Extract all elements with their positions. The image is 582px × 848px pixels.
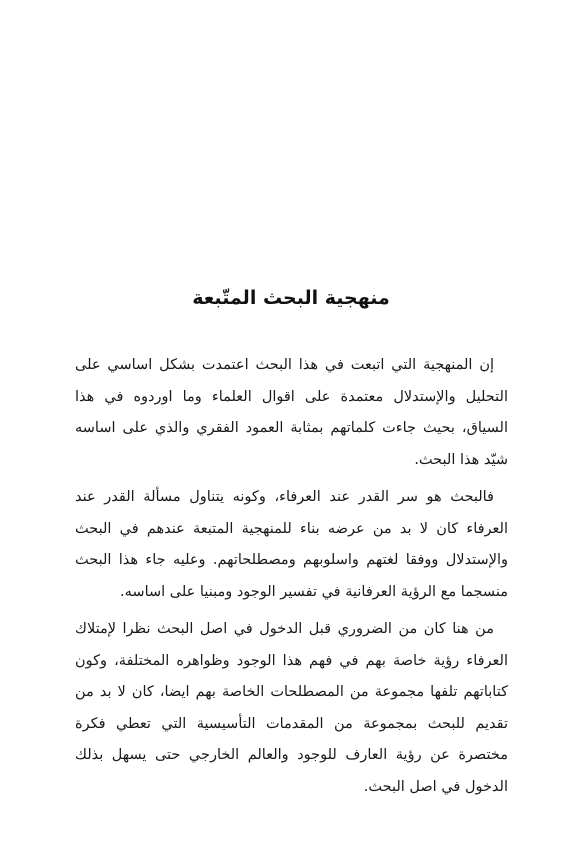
section-body: [75, 350, 508, 809]
paragraph-3: من هنا كان من الضروري قبل الدخول في اصل البحث نظرا لإمتلاك العرفاء رؤية خاصة بهم في فهم هذا الوجود وظواهره المختلفة، وكون كتاباتهم تلفها مجموعة من المصطلحات الخاصة بهم ايضا، كان لا بد من تقديم للبحث بمجموعة من المقدمات التأسيسية التي تعطي فكرة مختصرة عن رؤية العارف للوجود والعالم الخارجي حتى يسهل بذلك الدخول في اصل البحث.: [75, 621, 508, 795]
paragraph-2: فالبحث هو سر القدر عند العرفاء، وكونه يتناول مسألة القدر عند العرفاء كان لا بد من عرضه بناء للمنهجية المتبعة عندهم في البحث والإستدلال ووفقا لغتهم واسلوبهم ومصطلحاتهم. وعليه جاء هذا البحث منسجما مع الرؤية العرفانية في تفسير الوجود ومبنيا على اساسه.: [75, 489, 508, 600]
section-heading: منهجية البحث المتّبعة: [192, 287, 390, 309]
paragraph-1: إن المنهجية التي اتبعت في هذا البحث اعتمدت بشكل اساسي على التحليل والإستدلال معتمدة على اقوال العلماء وما اوردوه في هذا السياق، بحيث جاءت كلماتهم بمثابة العمود الفقري والذي على اساسه شيّد هذا البحث.: [75, 357, 508, 468]
